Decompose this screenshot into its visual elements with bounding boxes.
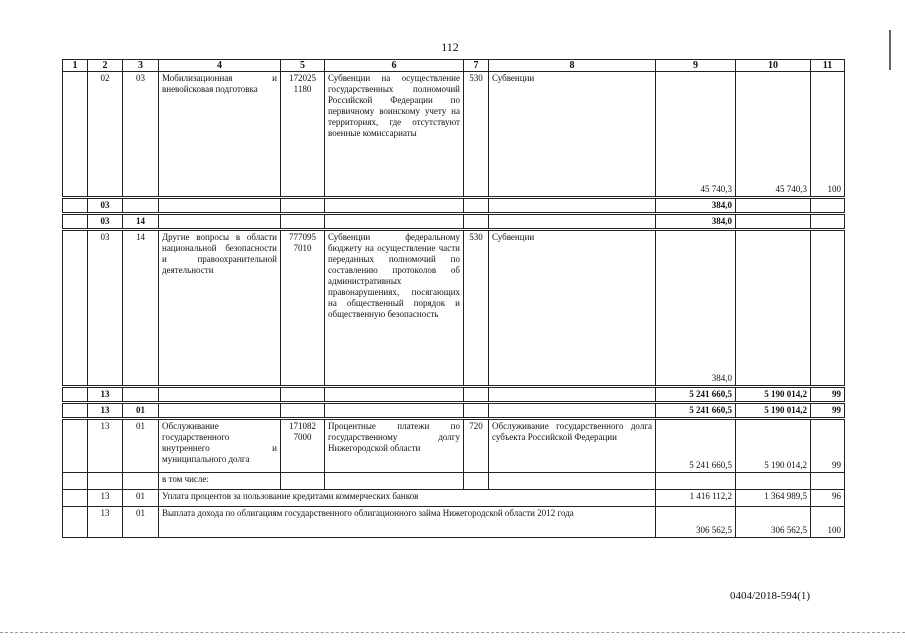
col-header: 1 xyxy=(63,60,88,72)
expense-type-code: 720 xyxy=(464,419,489,473)
table-row xyxy=(63,214,845,230)
col-header: 5 xyxy=(281,60,325,72)
executed-amount: 306 562,5 xyxy=(736,507,811,538)
target-article-name: Субвенции на осуществление государственных полномочий Российской Федерации по первичному воинскому учету на территориях, где отсутствуют военные комиссариаты xyxy=(325,72,464,198)
section-code: 03 xyxy=(88,214,123,230)
subsection-code: 14 xyxy=(123,214,159,230)
table-row xyxy=(63,419,845,473)
table-row xyxy=(63,387,845,403)
table-row xyxy=(63,72,845,198)
scan-edge-line xyxy=(0,632,905,634)
executed-amount: 5 190 014,2 xyxy=(736,387,811,403)
section-code: 03 xyxy=(88,198,123,214)
subitem-name: Выплата дохода по облигациям государственного облигационного займа Нижегородской области 2012 года xyxy=(159,507,656,538)
executed-amount: 5 190 014,2 xyxy=(736,419,811,473)
section-code: 13 xyxy=(88,490,123,507)
page-number: 112 xyxy=(441,40,459,54)
table-row xyxy=(63,490,845,507)
header-row xyxy=(63,60,845,72)
subsection-code: 01 xyxy=(123,507,159,538)
target-article-code: 172025 1180 xyxy=(281,72,325,198)
subsection-name: Обслуживание государственного внутреннего и муниципального долга xyxy=(159,419,281,473)
budget-table xyxy=(62,59,845,538)
planned-amount: 5 241 660,5 xyxy=(656,419,736,473)
col-header: 11 xyxy=(811,60,845,72)
col-header: 8 xyxy=(489,60,656,72)
execution-percent: 99 xyxy=(811,403,845,419)
table-row xyxy=(63,198,845,214)
planned-amount: 45 740,3 xyxy=(656,72,736,198)
subsection-code: 01 xyxy=(123,419,159,473)
col-header: 4 xyxy=(159,60,281,72)
target-article-code: 777095 7010 xyxy=(281,230,325,387)
section-code: 13 xyxy=(88,403,123,419)
planned-amount: 384,0 xyxy=(656,230,736,387)
execution-percent: 100 xyxy=(811,507,845,538)
planned-amount: 384,0 xyxy=(656,214,736,230)
executed-amount: 1 364 989,5 xyxy=(736,490,811,507)
expense-type-code: 530 xyxy=(464,230,489,387)
executed-amount: 45 740,3 xyxy=(736,72,811,198)
table-row xyxy=(63,473,845,490)
expense-type-name: Субвенции xyxy=(489,230,656,387)
scan-margin-mark xyxy=(889,30,891,70)
subsection-name: Другие вопросы в области национальной безопасности и правоохранительной деятельности xyxy=(159,230,281,387)
planned-amount: 306 562,5 xyxy=(656,507,736,538)
section-code: 13 xyxy=(88,507,123,538)
execution-percent: 100 xyxy=(811,72,845,198)
subsection-code: 01 xyxy=(123,403,159,419)
planned-amount: 5 241 660,5 xyxy=(656,403,736,419)
table-row xyxy=(63,403,845,419)
planned-amount: 384,0 xyxy=(656,198,736,214)
subsection-code: 14 xyxy=(123,230,159,387)
target-article-name: Процентные платежи по государственному долгу Нижегородской области xyxy=(325,419,464,473)
planned-amount: 1 416 112,2 xyxy=(656,490,736,507)
subitem-name: Уплата процентов за пользование кредитами коммерческих банков xyxy=(159,490,656,507)
table-row xyxy=(63,507,845,538)
target-article-name: Субвенции федеральному бюджету на осуществление части переданных полномочий по составлению протоколов об административных правонарушениях, посягающих на общественный порядок и общественную безопасность xyxy=(325,230,464,387)
expense-type-code: 530 xyxy=(464,72,489,198)
col-header: 7 xyxy=(464,60,489,72)
col-header: 9 xyxy=(656,60,736,72)
subsection-code: 03 xyxy=(123,72,159,198)
table-row xyxy=(63,230,845,387)
col-header: 3 xyxy=(123,60,159,72)
expense-type-name: Обслуживание государственного долга субъекта Российской Федерации xyxy=(489,419,656,473)
executed-amount: 5 190 014,2 xyxy=(736,403,811,419)
col-header: 10 xyxy=(736,60,811,72)
section-code: 13 xyxy=(88,419,123,473)
subsection-name: Мобилизационная и вневойсковая подготовка xyxy=(159,72,281,198)
target-article-code: 171082 7000 xyxy=(281,419,325,473)
execution-percent: 99 xyxy=(811,387,845,403)
col-header: 6 xyxy=(325,60,464,72)
in-which-label: в том числе: xyxy=(159,473,281,490)
section-code: 03 xyxy=(88,230,123,387)
section-code: 13 xyxy=(88,387,123,403)
document-number: 0404/2018-594(1) xyxy=(730,590,811,602)
execution-percent: 96 xyxy=(811,490,845,507)
subsection-code: 01 xyxy=(123,490,159,507)
planned-amount: 5 241 660,5 xyxy=(656,387,736,403)
execution-percent: 99 xyxy=(811,419,845,473)
col-header: 2 xyxy=(88,60,123,72)
section-code: 02 xyxy=(88,72,123,198)
expense-type-name: Субвенции xyxy=(489,72,656,198)
